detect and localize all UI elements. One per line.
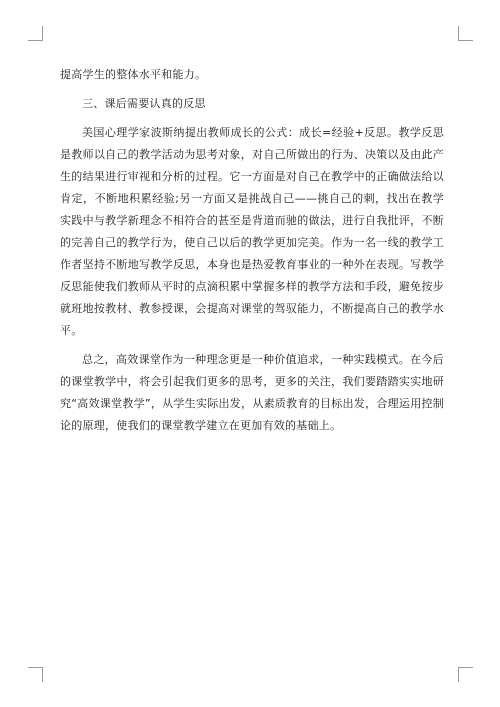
crop-mark-top-right	[458, 26, 473, 41]
paragraph-reflection: 美国心理学家波斯纳提出教师成长的公式：成长=经验+反思。教学反思是教师以自己的教学活动为思考对象，对自己所做出的行为、决策以及由此产生的结果进行审视和分析的过程。它一方面是对自己在教学中的正确做法给以肯定，不断地积累经验;另一方面又是挑战自己——挑自己的刺，找出在教学实践中与教学新理念不相符合的甚至是背道而驰的做法，进行自我批评，不断的完善自己的教学行为，使自己以后的教学更加完美。作为一名一线的教学工作者坚持不断地写教学反思，本身也是热爱教育事业的一种外在表现。写教学反思能使我们教师从平时的点滴积累中掌握多样的教学方法和手段，避免按步就班地按教材、教参授课，会提高对课堂的驾驭能力，不断提高自己的教学水平。	[60, 126, 444, 337]
crop-mark-bottom-right	[458, 667, 473, 682]
section-heading: 三、课后需要认真的反思	[82, 97, 206, 110]
crop-mark-bottom-left	[28, 667, 43, 682]
paragraph-continuation: 提高学生的整体水平和能力。	[60, 68, 207, 81]
crop-mark-top-left	[28, 26, 43, 41]
paragraph-conclusion: 总之，高效课堂作为一种理念更是一种价值追求，一种实践模式。在今后的课堂教学中，将会引起我们更多的思考，更多的关注，我们要踏踏实实地研究“高效课堂教学”，从学生实际出发，从素质教育的目标出发，合理运用控制论的原理，使我们的课堂教学建立在更加有效的基础上。	[60, 353, 444, 432]
document-body	[60, 64, 444, 444]
